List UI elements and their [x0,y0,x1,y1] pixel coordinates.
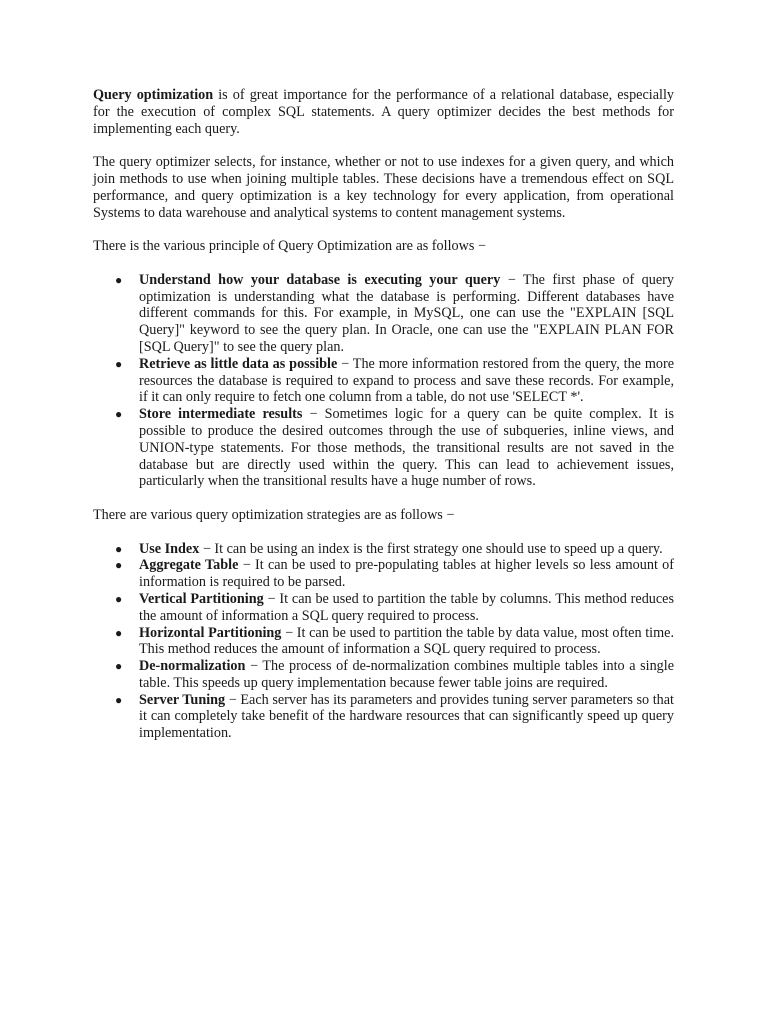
list-item [115,590,674,625]
bullet-icon: ● [115,558,123,573]
bullet-icon: ● [115,659,123,674]
bullet-icon: ● [115,692,123,707]
item-text: − Sometimes logic for a query can be quite complex. It is possible to produce the desired outcomes through the use of subqueries, inline views, and UNION-type statements. For those methods, the transitional results are not saved in the database but are directly used within the query. This can lead to achievement issues, particularly when the transitional results have a huge number of rows. [139,406,675,490]
strategies-intro: There are various query optimization strategies are as follows − [93,506,455,523]
list-item [115,557,674,591]
item-title: Understand how your database is executing your query [139,271,501,288]
optimizer-paragraph: The query optimizer selects, for instance, whether or not to use indexes for a given query, and which join methods to use when joining multiple tables. These decisions have a tremendous effect on SQL performance, and query optimization is a key technology for every application, from operational Systems to data warehouse and analytical systems to content management systems. [93,154,674,221]
bullet-icon: ● [115,591,123,606]
bullet-icon: ● [115,407,123,422]
item-text: − It can be used to partition the table by data value, most often time. This method reduces the amount of information a SQL query required to process. [139,624,675,658]
bullet-icon: ● [115,272,123,287]
principles-intro: There is the various principle of Query Optimization are as follows − [93,238,486,255]
intro-text: is of great importance for the performance of a relational database, especially for the execution of complex SQL statements. A query optimizer decides the best methods for implementing each query. [93,87,674,137]
item-title: De-normalization [139,658,246,675]
item-title: Store intermediate results [139,406,303,423]
item-text: − The first phase of query optimization is understanding what the database is performing. Different databases have different commands for this. For example, in MySQL, one can use the "EXPLAIN [SQL Query]" keyword to see the query plan. In Oracle, one can use the "EXPLAIN PLAN FOR [SQL Query]" to see the query plan. [139,271,674,355]
list-item [115,658,674,692]
item-title: Aggregate Table [139,557,239,574]
list-item [115,271,674,356]
item-text: − It can be used to partition the table by columns. This method reduces the amount of information a SQL query required to process. [139,590,674,624]
item-title: Horizontal Partitioning [139,624,282,641]
item-text: − It can be using an index is the first strategy one should use to speed up a query. [199,540,663,557]
item-text: − Each server has its parameters and provides tuning server parameters so that it can completely take benefit of the hardware resources that can significantly speed up query implementation. [139,691,674,742]
bullet-icon: ● [115,541,123,556]
list-item [115,355,674,406]
intro-paragraph [93,87,674,137]
document-body [93,87,674,759]
item-title: Retrieve as little data as possible [139,355,338,372]
list-item [115,624,675,659]
item-text: − The more information restored from the query, the more resources the database is required to expand to process and save these records. For example, if it can only require to fetch one column from a table, do not use 'SELECT *'. [139,355,674,406]
item-title: Server Tuning [139,691,226,708]
list-item [115,540,674,558]
list-item [115,406,675,490]
bullet-icon: ● [115,625,123,640]
item-text: − It can be used to pre-populating tables at higher levels so less amount of information is required to be parsed. [139,557,674,591]
item-title: Use Index [139,540,200,557]
item-title: Vertical Partitioning [139,590,264,607]
item-text: − The process of de-normalization combines multiple tables into a single table. This speeds up query implementation because fewer table joins are required. [139,658,674,691]
strategies-list [93,541,674,743]
principles-list [93,272,674,490]
bullet-icon: ● [115,356,123,371]
list-item [115,691,674,742]
intro-term: Query optimization [93,87,214,103]
